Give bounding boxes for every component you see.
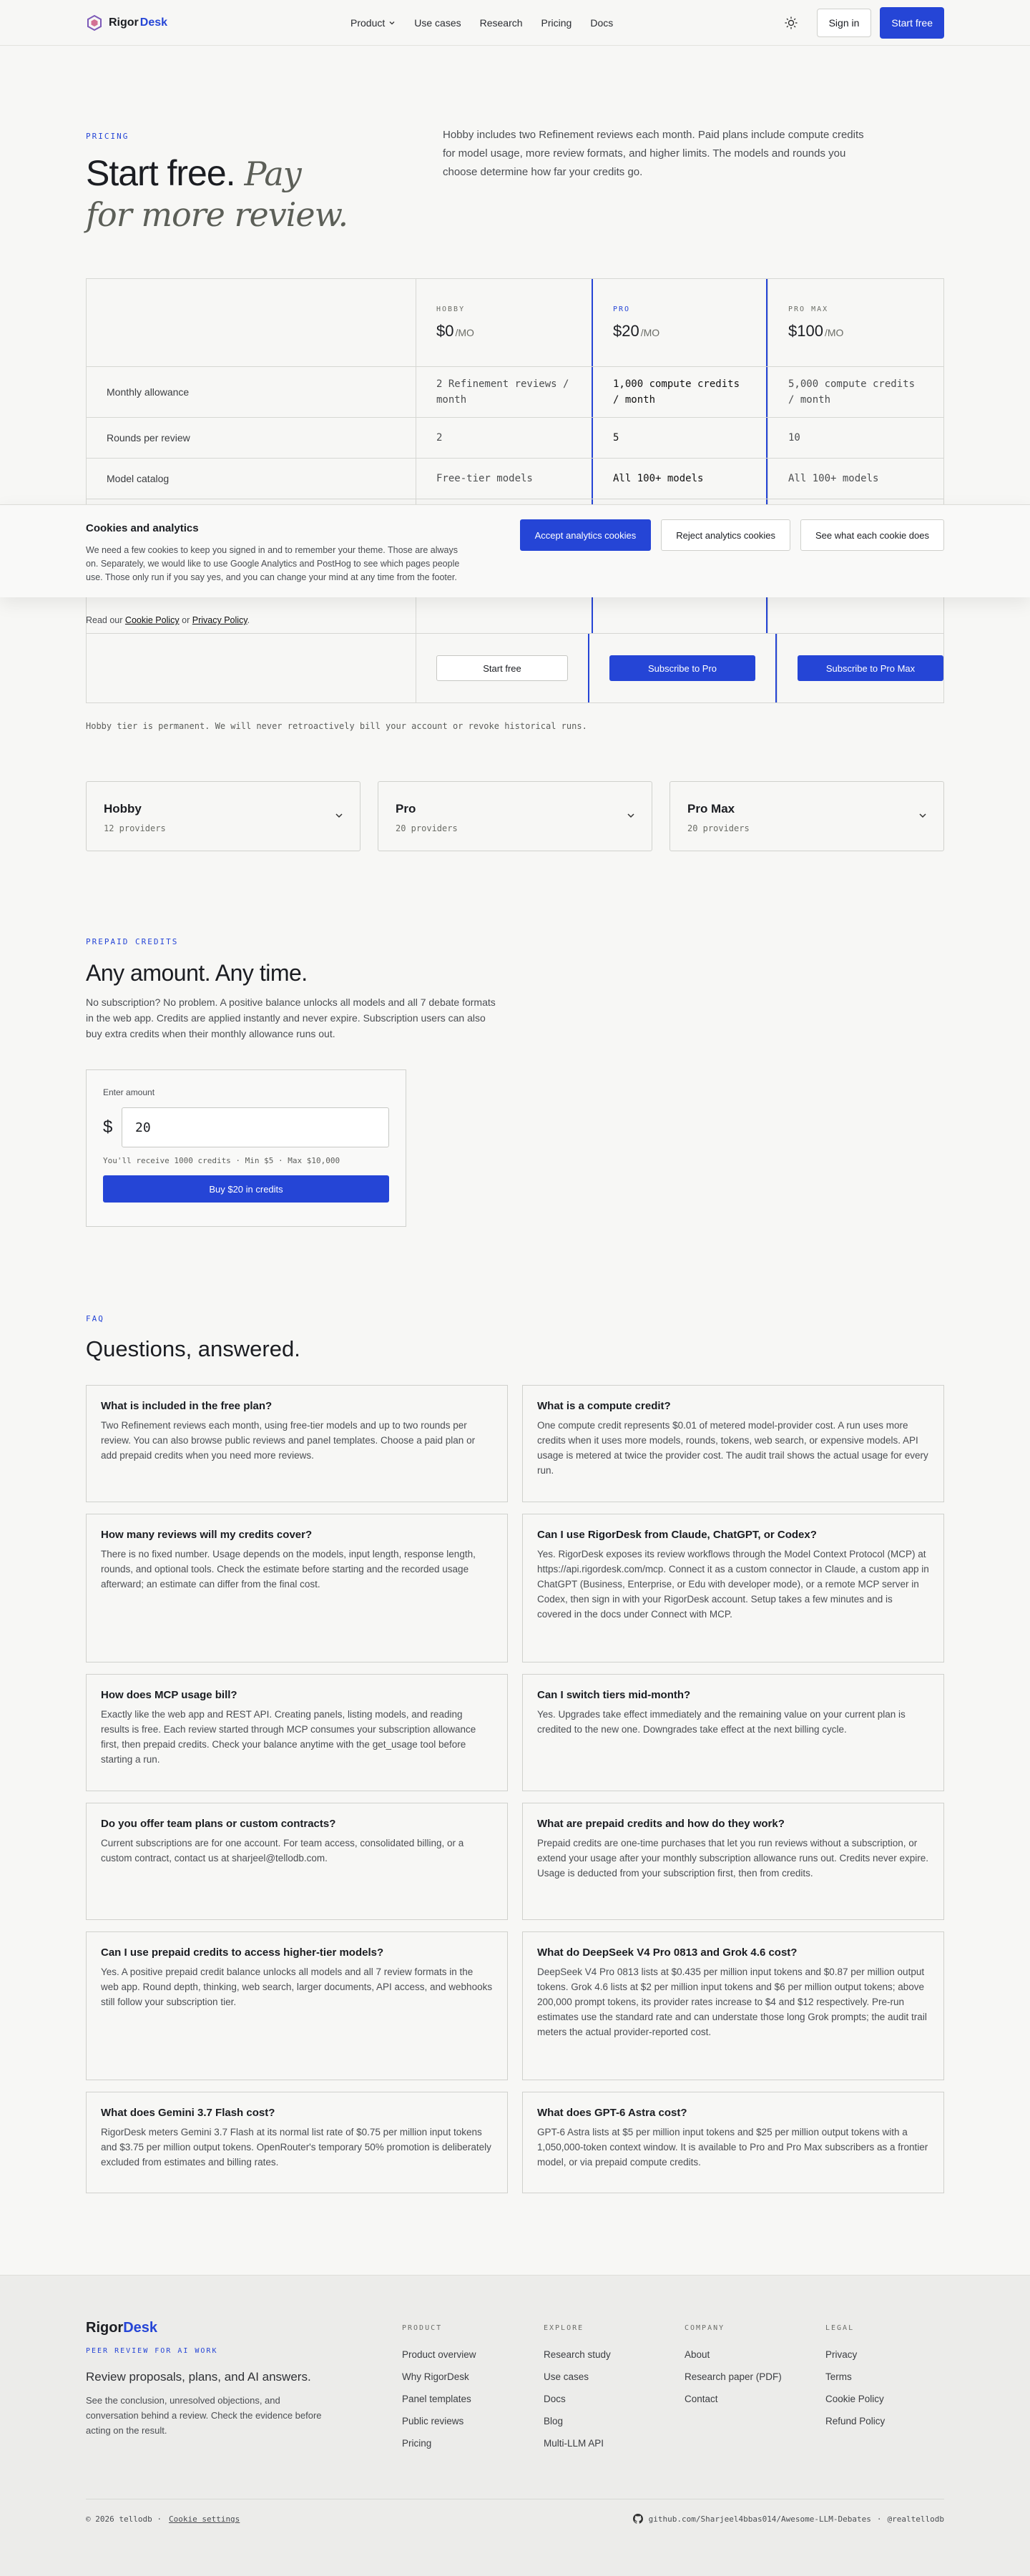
provider-card-hobby[interactable] [86,781,360,851]
footer-link[interactable]: Cookie Policy [825,2394,884,2404]
faq-answer: GPT-6 Astra lists at $5 per million input tokens and $25 per million output tokens with a 1,050,000-token context window. It is available to Pro and Pro Max subscribers as a frontier model, or via prepaid compute credits. [537,2127,928,2168]
cookie-title: Cookies and analytics [86,522,199,534]
cta-cell [588,634,777,702]
subscribe-promax-button[interactable]: Subscribe to Pro Max [798,655,943,681]
faq-answer: There is no fixed number. Usage depends on the models, input length, response length, rounds, and optional tools. Check the estimate before starting and the recorded usage afterward; an estimate can differ from the final cost. [101,1549,476,1590]
plan-name: PRO [613,305,631,313]
logo[interactable] [86,14,167,31]
footer-link[interactable]: Why RigorDesk [402,2371,469,2382]
faq-column-left [86,1385,508,2205]
provider-card-title: Hobby [104,802,142,816]
faq-item [522,1674,944,1791]
footer-link[interactable]: Panel templates [402,2394,471,2404]
faq-answer: Exactly like the web app and REST API. Creating panels, listing models, and reading results is free. Each review started through MCP consumes your subscription allowance first, then prepaid credits. Check your balance anytime with the get_usage tool before starting a run. [101,1709,476,1765]
footer-link[interactable]: Privacy [825,2349,858,2360]
row-value-hobby: Free-tier models [416,459,592,499]
table-row [87,458,943,499]
faq-answer: RigorDesk meters Gemini 3.7 Flash at its normal list rate of $0.75 per million input tokens and $3.75 per million output tokens. OpenRouter's temporary 50% promotion is deliberately excluded from estimates and billing rates. [101,2127,491,2168]
faq-item [522,2092,944,2193]
subscribe-pro-button[interactable]: Subscribe to Pro [609,655,755,681]
row-value-pro: 5 [592,418,767,458]
empty-header-cell [87,279,416,366]
read-prefix: Read our [86,615,123,625]
faq-question: What is included in the free plan? [101,1400,273,1412]
provider-card-pro[interactable] [378,781,652,851]
nav-links [350,17,613,29]
faq-item [522,1514,944,1662]
footer-col-product [402,2324,476,2460]
plan-price [788,322,843,341]
cookie-details-button[interactable]: See what each cookie does [800,519,944,551]
cta-cell [777,634,963,702]
faq-question: What do DeepSeek V4 Pro 0813 and Grok 4.6 cost? [537,1946,798,1959]
footer-col-company [685,2324,782,2416]
faq-answer: Prepaid credits are one-time purchases that let you run reviews without a subscription, or extend your usage after your monthly subscription allowance runs out. Credits never expire. Usage is deducted from your subscription first, then from credits. [537,1838,929,1879]
plan-price [613,322,659,341]
footer-description: See the conclusion, unresolved objections, and conversation behind a review. Check the evidence before acting on the result. [86,2395,322,2436]
provider-card-title: Pro [396,802,416,816]
price-period: /MO [455,326,474,338]
faq-question: How many reviews will my credits cover? [101,1529,313,1541]
row-value-pro: 1,000 compute credits / month [592,367,767,417]
faq-item [522,1385,944,1502]
chevron-down-icon [626,810,636,821]
accept-cookies-button[interactable]: Accept analytics cookies [520,519,652,551]
footer-link[interactable]: Docs [544,2394,566,2404]
amount-input[interactable]: 20 [122,1107,389,1147]
buy-credits-button[interactable]: Buy $20 in credits [103,1175,389,1203]
read-or: or [182,615,190,625]
empty-cta-cell [87,634,416,702]
faq-item [86,1385,508,1502]
signin-button[interactable]: Sign in [817,9,872,37]
row-label: Model catalog [107,473,170,484]
plan-pro-header [592,279,767,366]
row-value-pro: All 100+ models [592,459,767,499]
hero-description: Hobby includes two Refinement reviews each month. Paid plans include compute credits for model usage, more review formats, and higher limits. The models and rounds you choose determine how far your credits go. [443,129,864,178]
provider-card-title: Pro Max [687,802,735,816]
chevron-down-icon [388,19,396,26]
faq-answer: Yes. Upgrades take effect immediately and the remaining value on your current plan is credited to the new one. Downgrades take effect at the next billing cycle. [537,1709,906,1735]
footer [0,2275,1030,2576]
faq-item [86,1931,508,2080]
footer-lead: Review proposals, plans, and AI answers. [86,2370,311,2384]
nav-pricing[interactable]: Pricing [541,17,572,29]
faq-column-right [522,1385,944,2205]
cookie-read-line [86,615,250,625]
faq-item [86,2092,508,2193]
price-value: $0 [436,321,454,340]
amount-label: Enter amount [103,1087,155,1097]
cookie-actions [520,519,944,551]
row-value-promax: 5,000 compute credits / month [767,367,943,417]
footer-logo-desk: Desk [123,2320,158,2336]
title-part-a: Start free. [86,153,235,193]
table-row [87,366,943,417]
pricing-hero [86,46,944,310]
pricing-eyebrow: PRICING [86,132,129,141]
footer-col-heading: COMPANY [685,2324,725,2332]
plan-name: HOBBY [436,305,466,313]
prepaid-eyebrow: PREPAID CREDITS [86,937,179,946]
faq-answer: Yes. RigorDesk exposes its review workflows through the Model Context Protocol (MCP) at https://api.rigordesk.com/mcp. Connect it as a custom connector in Claude, a custom app in ChatGPT (Business, Enterprise, or Edu with developer mode), or a remote MCP server in Codex, then sign in with your RigorDesk account. Setup takes a few minutes and is covered in the docs under Connect with MCP. [537,1549,929,1620]
plan-promax-header [767,279,943,366]
provider-card-count: 20 providers [396,823,458,833]
plans-cta-row [87,633,943,702]
faq-eyebrow: FAQ [86,1314,104,1323]
chevron-down-icon [334,810,344,821]
nav-use-cases[interactable]: Use cases [414,17,461,29]
faq-grid [86,1385,944,2205]
footer-social [633,2514,944,2524]
price-value: $100 [788,321,823,340]
row-label: Rounds per review [107,432,190,444]
plans-table [86,278,944,703]
footer-link[interactable]: Pricing [402,2438,432,2449]
hexagon-logo-icon [86,14,103,31]
nav-product-label: Product [350,17,386,29]
footer-link[interactable]: About [685,2349,710,2360]
footer-link[interactable]: Multi-LLM API [544,2438,604,2449]
plan-hobby-header [416,279,592,366]
faq-answer: Current subscriptions are for one account. For team access, consolidated billing, or a custom contract, contact us at sharjeel@tellodb.com. [101,1838,464,1864]
privacy-policy-link[interactable]: Privacy Policy [192,615,247,625]
row-value-hobby: 2 Refinement reviews / month [416,367,592,417]
faq-question: Do you offer team plans or custom contracts? [101,1818,336,1830]
cookie-settings-link[interactable]: Cookie settings [168,2514,240,2524]
faq-question: Can I use RigorDesk from Claude, ChatGPT, or Codex? [537,1529,817,1541]
footer-logo[interactable] [86,2320,157,2336]
read-period: . [247,615,250,625]
footer-col-heading: PRODUCT [402,2324,443,2332]
provider-card-count: 12 providers [104,823,166,833]
faq-item [86,1514,508,1662]
currency-symbol: $ [103,1117,113,1137]
prepaid-description: No subscription? No problem. A positive balance unlocks all models and all 7 debate formats in the web app. Credits are applied instantly and never expire. Subscription users can also buy extra credits when their monthly allowance runs out. [86,996,496,1039]
footer-tagline: PEER REVIEW FOR AI WORK [86,2347,218,2355]
footer-link[interactable]: Refund Policy [825,2416,886,2426]
sun-icon[interactable] [784,16,798,30]
footer-link[interactable]: Use cases [544,2371,589,2382]
github-link[interactable]: github.com/Sharjeel4bbas014/Awesome-LLM-Debates [648,2514,871,2524]
social-handle-link[interactable]: @realtellodb [887,2514,944,2524]
footer-link[interactable]: Product overview [402,2349,476,2360]
providers-accordion [86,781,944,851]
footer-logo-rigor: Rigor [86,2320,124,2336]
credit-purchase-card [86,1069,406,1227]
faq-item [86,1803,508,1920]
row-value-hobby: 2 [416,418,592,458]
footer-bottom-bar [86,2499,944,2524]
provider-card-count: 20 providers [687,823,750,833]
github-icon [633,2514,643,2524]
footer-col-heading: EXPLORE [544,2324,584,2332]
footer-separator: · [876,2514,882,2524]
faq-answer: Two Refinement reviews each month, using free-tier models and up to two rounds per review. You can also browse public reviews and panel templates. Choose a paid plan or add prepaid credits when you need more reviews. [101,1420,476,1461]
cta-cell [416,634,588,702]
faq-question: Can I use prepaid credits to access higher-tier models? [101,1946,384,1959]
footer-link[interactable]: Research paper (PDF) [685,2371,782,2382]
cookie-body: We need a few cookies to keep you signed in and to remember your theme. Those are always on. Separately, we would like to use Google Analytics and PostHog to see which pages people use. Those only run if you say yes, and you can change your mind at any time from the footer. [86,545,460,582]
row-value-promax: All 100+ models [767,459,943,499]
prepaid-title: Any amount. Any time. [86,960,308,986]
tier-note: Hobby tier is permanent. We will never retroactively bill your account or revoke historical runs. [86,721,587,731]
faq-question: Can I switch tiers mid-month? [537,1689,691,1701]
price-period: /MO [640,326,660,338]
faq-item [86,1674,508,1791]
cookie-policy-link[interactable]: Cookie Policy [124,615,180,625]
price-period: /MO [824,326,844,338]
faq-title: Questions, answered. [86,1336,300,1361]
title-part-c: for more review. [86,195,348,234]
faq-answer: One compute credit represents $0.01 of metered model-provider cost. A run uses more credits when it uses more models, rounds, tokens, web search, or expensive models. API usage is metered at twice the provider cost. The audit trail shows the actual usage for every run. [537,1420,928,1476]
reject-cookies-button[interactable]: Reject analytics cookies [661,519,790,551]
faq-question: How does MCP usage bill? [101,1689,237,1701]
plan-name: PRO MAX [788,305,829,313]
title-part-b: Pay [244,155,301,193]
footer-col-explore [544,2324,611,2460]
start-free-button[interactable]: Start free [880,7,944,39]
cookie-banner [0,504,1030,625]
plans-header-row [87,279,943,366]
start-free-plan-button[interactable]: Start free [436,655,568,681]
footer-link[interactable]: Public reviews [402,2416,464,2426]
copyright: © 2026 tellodb · [86,2514,162,2524]
price-value: $20 [613,321,639,340]
faq-question: What are prepaid credits and how do they work? [537,1818,785,1830]
nav-product[interactable] [350,17,396,29]
top-nav [0,0,1030,46]
row-value-promax: 10 [767,418,943,458]
nav-docs[interactable]: Docs [590,17,614,29]
footer-link[interactable]: Terms [825,2371,852,2382]
footer-col-heading: LEGAL [825,2324,855,2332]
credits-hint: You'll receive 1000 credits · Min $5 · Max $10,000 [103,1156,340,1165]
page-title [86,153,348,235]
faq-question: What does GPT-6 Astra cost? [537,2107,687,2119]
table-row [87,417,943,458]
footer-link[interactable]: Contact [685,2394,718,2404]
logo-desk: Desk [139,16,168,29]
faq-item [522,1931,944,2080]
faq-question: What does Gemini 3.7 Flash cost? [101,2107,275,2119]
footer-link[interactable]: Research study [544,2349,611,2360]
provider-card-promax[interactable] [670,781,944,851]
nav-research[interactable]: Research [479,17,523,29]
logo-rigor: Rigor [109,16,139,29]
footer-col-legal [825,2324,885,2438]
faq-answer: Yes. A positive prepaid credit balance unlocks all models and all 7 review formats in the web app. Round depth, thinking, web search, larger documents, API access, and webhooks still follow your subscription tier. [101,1967,493,2007]
faq-question: What is a compute credit? [537,1400,671,1412]
faq-item [522,1803,944,1920]
row-label: Monthly allowance [107,386,190,398]
footer-link[interactable]: Blog [544,2416,564,2426]
plan-price [436,322,474,341]
faq-answer: DeepSeek V4 Pro 0813 lists at $0.435 per million input tokens and $0.87 per million output tokens. Grok 4.6 lists at $2 per million input tokens and $6 per million output tokens; above 200,000 prompt tokens, its provider rates increase to $4 and $12 respectively. Pre-run estimates use the standard rate and can understate those long Grok prompts; the audit trail meters the actual provider-reported cost. [537,1967,927,2037]
chevron-down-icon [918,810,928,821]
